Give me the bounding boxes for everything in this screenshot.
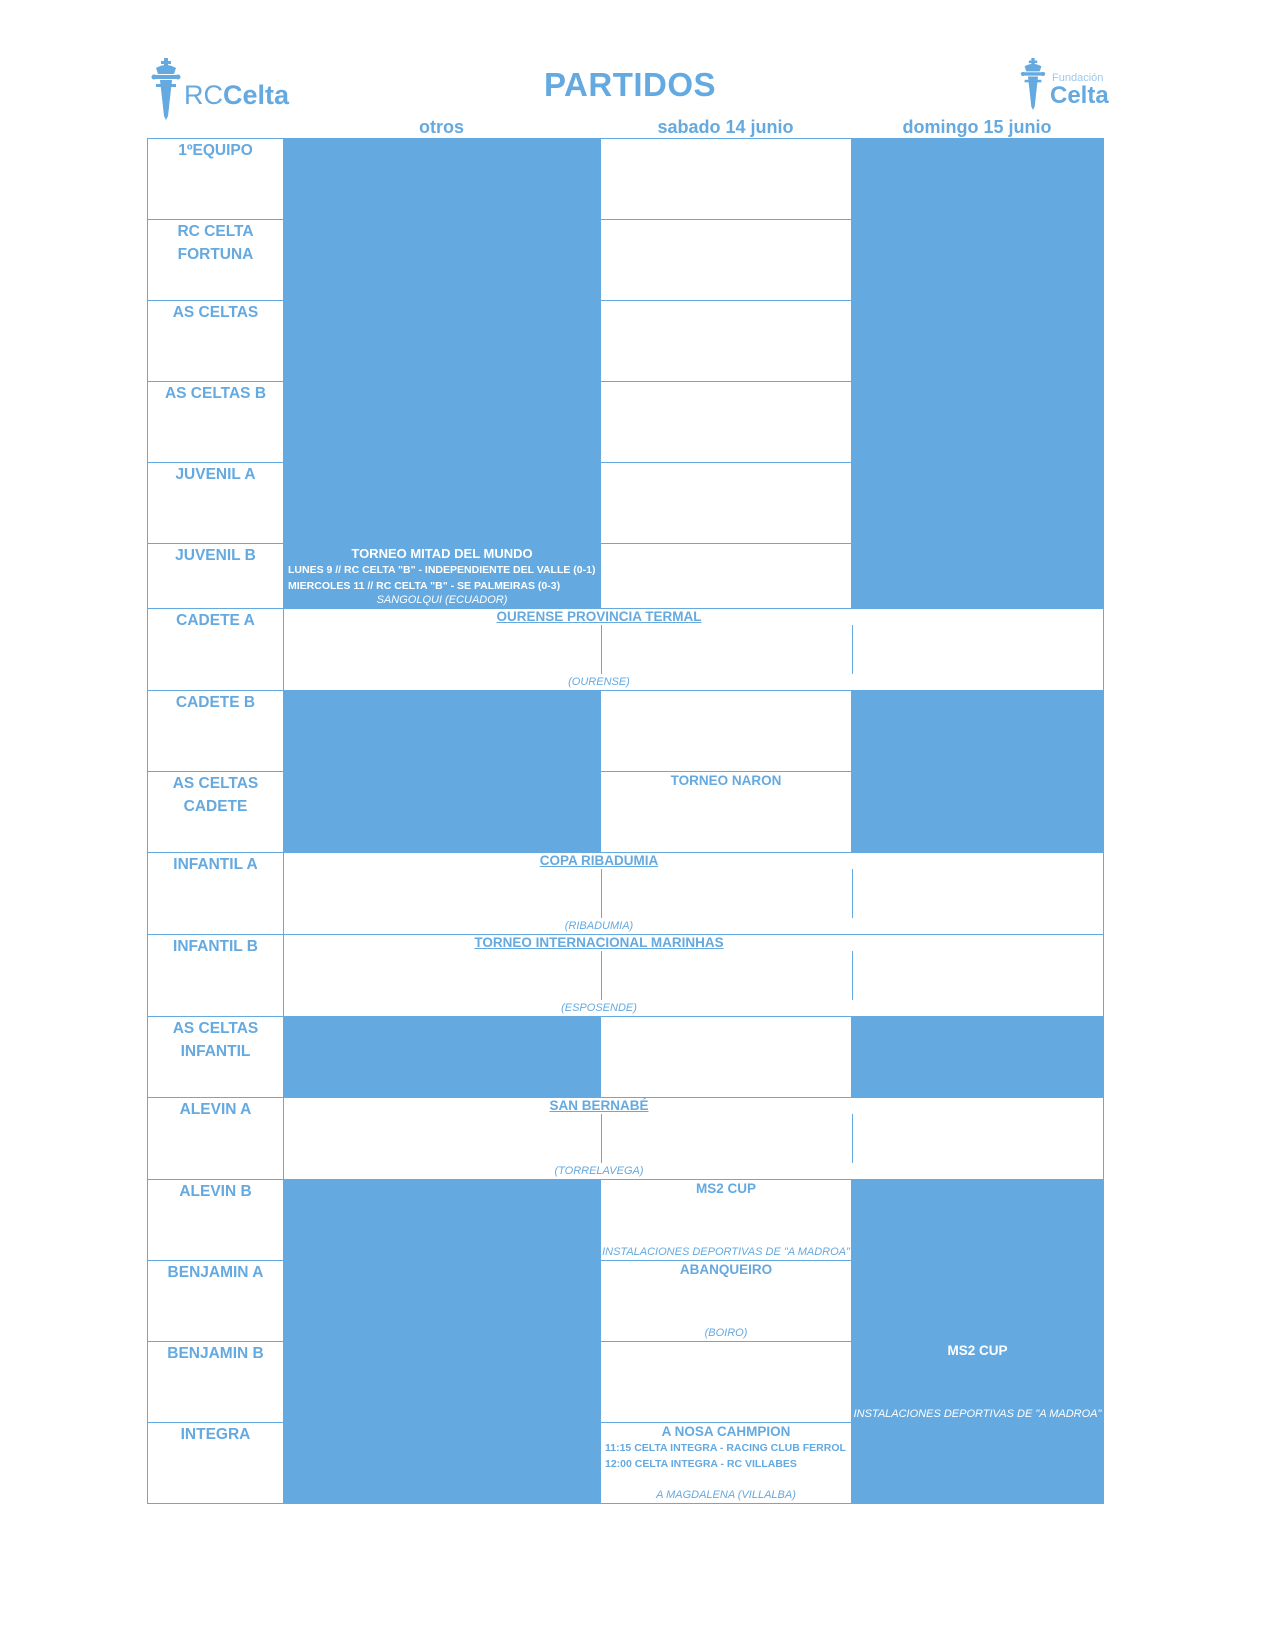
row-label: CADETE B <box>148 691 284 772</box>
cell-domingo <box>852 220 1104 301</box>
cell-otros <box>284 691 601 772</box>
cell-domingo <box>852 691 1104 772</box>
row-label: CADETE A <box>148 609 284 691</box>
table-row <box>148 935 1104 1017</box>
table-row <box>148 1180 1104 1261</box>
column-header-domingo: domingo 15 junio <box>902 117 1052 137</box>
event-match: 12:00 CELTA INTEGRA - RC VILLABES <box>605 1458 797 1470</box>
cell-otros <box>284 1017 601 1098</box>
table-row <box>148 772 1104 853</box>
event-location: (ESPOSENDE) <box>561 1002 637 1014</box>
cell-sabado <box>601 382 852 463</box>
cell-domingo <box>852 1423 1104 1504</box>
column-divider <box>852 869 853 918</box>
fundacion-celta-logo <box>1018 58 1118 118</box>
cell-sabado <box>601 463 852 544</box>
event-title: A NOSA CAHMPION <box>661 1424 791 1439</box>
cell-event-span <box>284 935 1104 1017</box>
cell-sabado <box>601 1017 852 1098</box>
event-match: MIERCOLES 11 // RC CELTA "B" - SE PALMEIRAS (0-3) <box>288 580 561 592</box>
event-location: (BOIRO) <box>704 1327 748 1339</box>
cell-sabado <box>601 691 852 772</box>
event-title: TORNEO MITAD DEL MUNDO <box>351 546 533 561</box>
column-divider <box>601 625 602 674</box>
logo-celta-text: Celta <box>1050 82 1109 109</box>
cell-domingo <box>852 382 1104 463</box>
table-row <box>148 1342 1104 1423</box>
table-row <box>148 853 1104 935</box>
cell-domingo <box>852 1017 1104 1098</box>
row-label: ALEVIN A <box>148 1098 284 1180</box>
row-label: 1ºEQUIPO <box>148 139 284 220</box>
cell-otros-event <box>284 544 601 609</box>
table-row <box>148 220 1104 301</box>
event-title: COPA RIBADUMIA <box>539 853 659 868</box>
table-row <box>148 463 1104 544</box>
row-label: BENJAMIN B <box>148 1342 284 1423</box>
row-label: JUVENIL B <box>148 544 284 609</box>
column-header-sabado: sabado 14 junio <box>657 117 794 137</box>
cell-event-span <box>284 1098 1104 1180</box>
event-match: 11:15 CELTA INTEGRA - RACING CLUB FERROL <box>605 1442 846 1454</box>
event-match: LUNES 9 // RC CELTA "B" - INDEPENDIENTE DEL VALLE (0-1) <box>288 564 596 576</box>
event-title: TORNEO NARON <box>670 773 782 788</box>
cell-sabado <box>601 139 852 220</box>
cell-domingo <box>852 139 1104 220</box>
event-title: SAN BERNABÉ <box>549 1098 649 1113</box>
row-label: INFANTIL B <box>148 935 284 1017</box>
cell-otros <box>284 1180 601 1261</box>
cell-sabado-event <box>601 772 852 853</box>
column-divider <box>601 1114 602 1163</box>
cell-sabado-event <box>601 1180 852 1261</box>
event-title: MS2 CUP <box>947 1343 1008 1358</box>
cell-otros <box>284 382 601 463</box>
table-row <box>148 691 1104 772</box>
page-title: PARTIDOS <box>543 66 717 103</box>
row-label: INTEGRA <box>148 1423 284 1504</box>
table-row <box>148 1261 1104 1342</box>
event-title: MS2 CUP <box>695 1181 756 1196</box>
event-title: TORNEO INTERNACIONAL MARINHAS <box>474 935 724 950</box>
cell-domingo <box>852 301 1104 382</box>
cell-sabado-event <box>601 1261 852 1342</box>
schedule-table <box>147 138 1104 1504</box>
event-location: SANGOLQUI (ECUADOR) <box>376 594 508 606</box>
cell-otros <box>284 463 601 544</box>
event-location: A MAGDALENA (VILLALBA) <box>656 1489 796 1501</box>
logo-celta-text: Celta <box>223 80 290 110</box>
row-label: BENJAMIN A <box>148 1261 284 1342</box>
row-label: INFANTIL A <box>148 853 284 935</box>
table-row <box>148 382 1104 463</box>
column-divider <box>852 1114 853 1163</box>
cell-sabado <box>601 1342 852 1423</box>
cell-otros <box>284 139 601 220</box>
cell-otros <box>284 1342 601 1423</box>
cell-sabado <box>601 544 852 609</box>
row-label: AS CELTAS B <box>148 382 284 463</box>
event-title: ABANQUEIRO <box>679 1262 773 1277</box>
rc-celta-logo <box>150 58 300 122</box>
table-row <box>148 1017 1104 1098</box>
cell-sabado-event <box>601 1423 852 1504</box>
cell-event-span <box>284 609 1104 691</box>
cell-event-span <box>284 853 1104 935</box>
column-divider <box>601 869 602 918</box>
celta-cross-icon <box>1018 58 1048 110</box>
table-row <box>148 609 1104 691</box>
cell-sabado <box>601 220 852 301</box>
cell-otros <box>284 1261 601 1342</box>
event-title: OURENSE PROVINCIA TERMAL <box>496 609 702 624</box>
event-location: INSTALACIONES DEPORTIVAS DE "A MADROA" <box>602 1246 850 1258</box>
cell-domingo-event <box>852 1342 1104 1423</box>
column-header-otros: otros <box>419 117 464 137</box>
table-row <box>148 1098 1104 1180</box>
table-row <box>148 139 1104 220</box>
column-divider <box>601 951 602 1000</box>
celta-cross-icon <box>150 58 182 120</box>
column-divider <box>852 625 853 674</box>
row-label: AS CELTAS <box>148 301 284 382</box>
row-label: AS CELTAS CADETE <box>148 772 284 853</box>
cell-sabado <box>601 301 852 382</box>
event-location: INSTALACIONES DEPORTIVAS DE "A MADROA" <box>853 1408 1102 1420</box>
cell-otros <box>284 1423 601 1504</box>
cell-domingo <box>852 463 1104 609</box>
row-label: RC CELTA FORTUNA <box>148 220 284 301</box>
event-location: (OURENSE) <box>568 676 630 688</box>
logo-fundacion-text: Fundación <box>1052 72 1104 84</box>
row-label: AS CELTAS INFANTIL <box>148 1017 284 1098</box>
cell-domingo <box>852 1180 1104 1261</box>
table-row <box>148 1423 1104 1504</box>
cell-otros <box>284 772 601 853</box>
cell-domingo <box>852 1261 1104 1342</box>
row-label: JUVENIL A <box>148 463 284 544</box>
row-label: ALEVIN B <box>148 1180 284 1261</box>
event-location: (TORRELAVEGA) <box>554 1165 644 1177</box>
cell-otros <box>284 301 601 382</box>
table-row <box>148 301 1104 382</box>
column-divider <box>852 951 853 1000</box>
cell-otros <box>284 220 601 301</box>
event-location: (RIBADUMIA) <box>564 920 634 932</box>
cell-domingo <box>852 772 1104 853</box>
logo-rc-text: RC <box>184 80 223 110</box>
